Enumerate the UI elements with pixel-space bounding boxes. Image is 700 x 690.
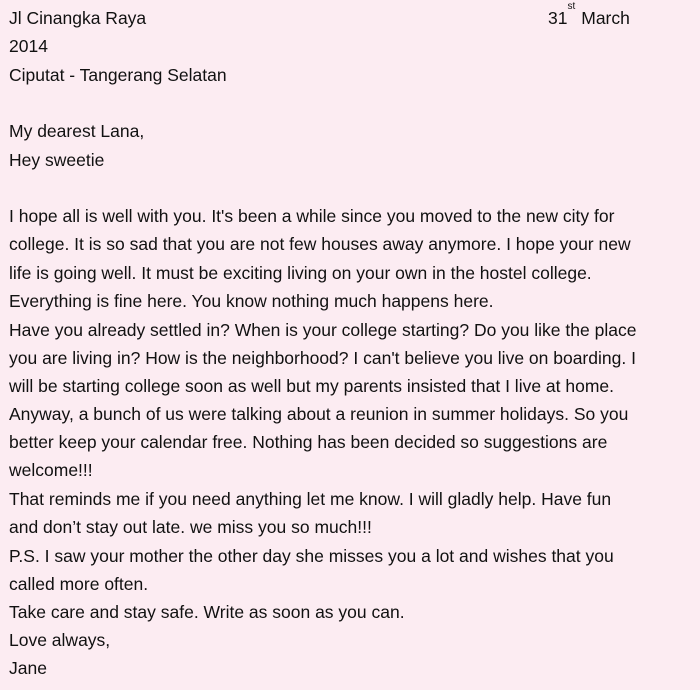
- body-line: Take care and stay safe. Write as soon as you can.: [9, 602, 405, 622]
- body-line: That reminds me if you need anything let me know. I will gladly help. Have fun: [9, 489, 612, 509]
- address-year: 2014: [9, 36, 48, 56]
- date-month: March: [581, 8, 630, 28]
- body-line: Have you already settled in? When is your college starting? Do you like the place: [9, 320, 637, 340]
- letter-date: [548, 1, 630, 32]
- body-line: Everything is fine here. You know nothing much happens here.: [9, 291, 494, 311]
- body-line: P.S. I saw your mother the other day she misses you a lot and wishes that you: [9, 546, 614, 566]
- address-street: Jl Cinangka Raya: [9, 8, 147, 28]
- body-line: will be starting college soon as well but my parents insisted that I live at home.: [9, 376, 615, 396]
- body-line: you are living in? How is the neighborhood? I can't believe you live on boarding. I: [9, 348, 636, 368]
- body-line: I hope all is well with you. It's been a while since you moved to the new city for: [9, 206, 615, 226]
- body-line: life is going well. It must be exciting living on your own in the hostel college.: [9, 263, 592, 283]
- body-line: welcome!!!: [9, 460, 93, 480]
- date-day: 31: [548, 8, 568, 28]
- signoff: Love always,: [9, 630, 111, 650]
- body-line: called more often.: [9, 574, 149, 594]
- date-suffix: st: [567, 1, 576, 12]
- body-line: better keep your calendar free. Nothing has been decided so suggestions are: [9, 432, 608, 452]
- body-line: Anyway, a bunch of us were talking about a reunion in summer holidays. So you: [9, 404, 629, 424]
- opener: Hey sweetie: [9, 150, 105, 170]
- body-line: and don’t stay out late. we miss you so much!!!: [9, 517, 372, 537]
- body-line: college. It is so sad that you are not few houses away anymore. I hope your new: [9, 234, 631, 254]
- address-city: Ciputat - Tangerang Selatan: [9, 65, 227, 85]
- signature: Jane: [9, 658, 47, 678]
- salutation: My dearest Lana,: [9, 121, 145, 141]
